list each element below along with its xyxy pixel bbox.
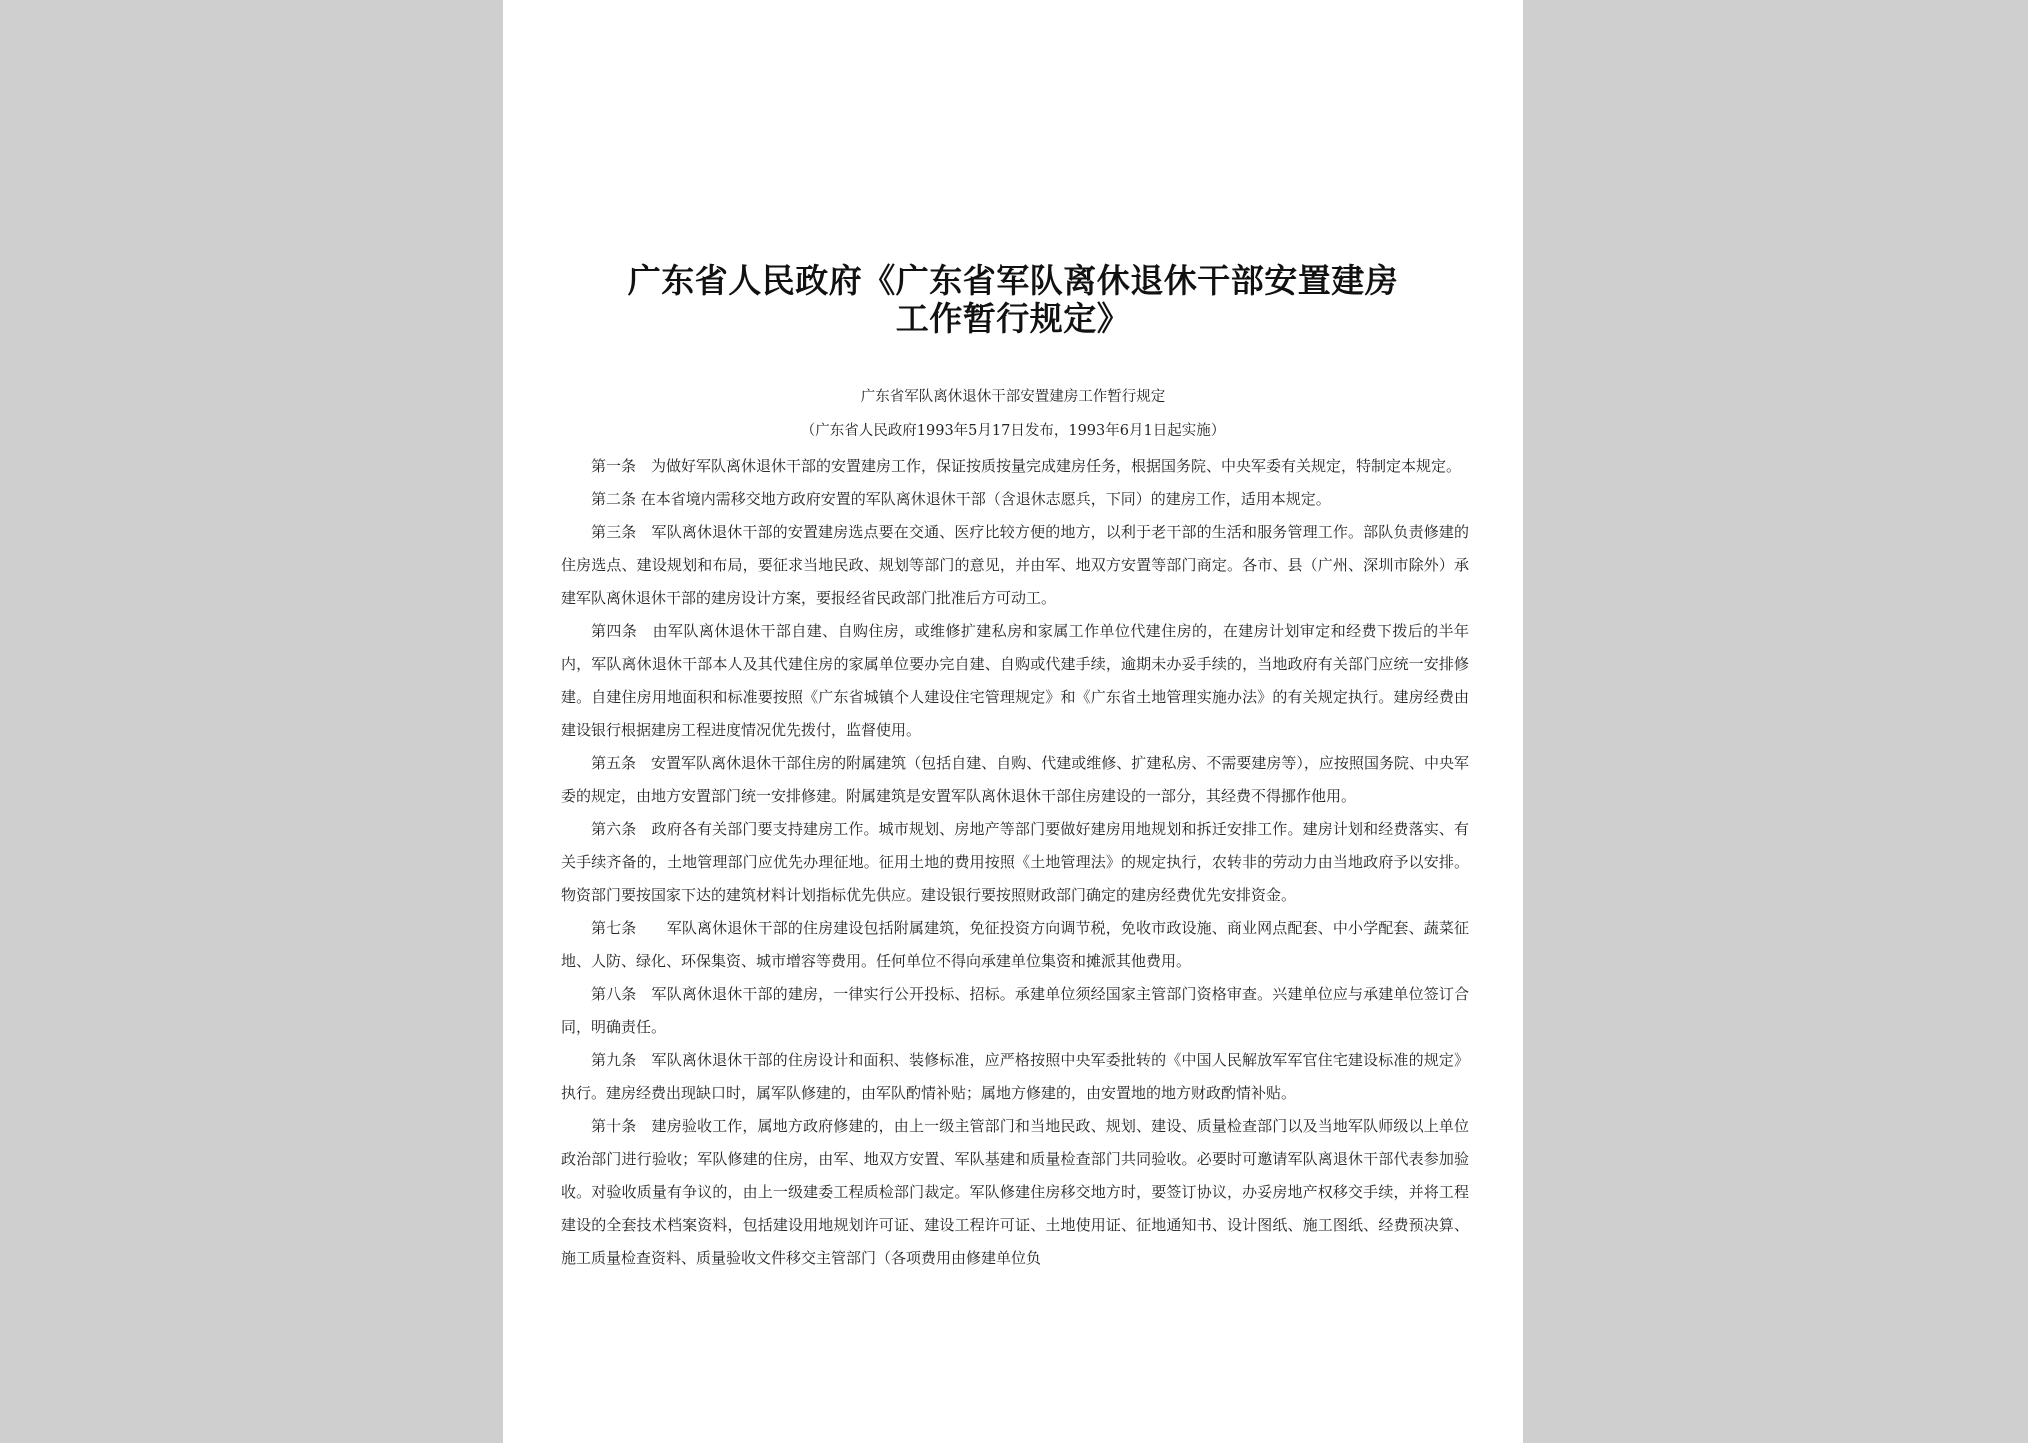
title-line-1: 广东省人民政府《广东省军队离休退休干部安置建房: [627, 261, 1399, 300]
document-page: [503, 0, 1523, 1443]
issue-dates: （广东省人民政府1993年5月17日发布，1993年6月1日起实施）: [800, 423, 1226, 439]
article-4: 第四条 由军队离休退休干部自建、自购住房，或维修扩建私房和家属工作单位代建住房的，在建房计划审定和经费下拨后的半年内，军队离休退休干部本人及其代建住房的家属单位要办完自建、自购或代建手续，逾期未办妥手续的，当地政府有关部门应统一安排修建。自建住房用地面积和标准要按照《广东省城镇个人建设住宅管理规定》和《广东省土地管理实施办法》的有关规定执行。建房经费由建设银行根据建房工程进度情况优先拨付，监督使用。: [561, 622, 1469, 739]
document-body: [561, 450, 1469, 1275]
article-1: 第一条 为做好军队离休退休干部的安置建房工作，保证按质按量完成建房任务，根据国务院、中央军委有关规定，特制定本规定。: [591, 457, 1462, 475]
article-8: 第八条 军队离休退休干部的建房，一律实行公开投标、招标。承建单位须经国家主管部门资格审查。兴建单位应与承建单位签订合同，明确责任。: [561, 985, 1469, 1036]
title-line-2: 工作暂行规定》: [895, 299, 1131, 338]
article-5: 第五条 安置军队离休退休干部住房的附属建筑（包括自建、自购、代建或维修、扩建私房、不需要建房等），应按照国务院、中央军委的规定，由地方安置部门统一安排修建。附属建筑是安置军队离休退休干部住房建设的一部分，其经费不得挪作他用。: [561, 754, 1469, 805]
document-title: [503, 262, 1523, 338]
article-10: 第十条 建房验收工作，属地方政府修建的，由上一级主管部门和当地民政、规划、建设、质量检查部门以及当地军队师级以上单位政治部门进行验收；军队修建的住房，由军、地双方安置、军队基建和质量检查部门共同验收。必要时可邀请军队离退休干部代表参加验收。对验收质量有争议的，由上一级建委工程质检部门裁定。军队修建住房移交地方时，要签订协议，办妥房地产权移交手续，并将工程建设的全套技术档案资料，包括建设用地规划许可证、建设工程许可证、土地使用证、征地通知书、设计图纸、施工图纸、经费预决算、施工质量检查资料、质量验收文件移交主管部门（各项费用由修建单位负: [561, 1117, 1469, 1267]
document-subtitle: 广东省军队离休退休干部安置建房工作暂行规定: [860, 389, 1166, 405]
article-2: 第二条 在本省境内需移交地方政府安置的军队离休退休干部（含退休志愿兵，下同）的建房工作，适用本规定。: [591, 490, 1331, 508]
article-9: 第九条 军队离休退休干部的住房设计和面积、装修标准，应严格按照中央军委批转的《中国人民解放军军官住宅建设标准的规定》执行。建房经费出现缺口时，属军队修建的，由军队酌情补贴；属地方修建的，由安置地的地方财政酌情补贴。: [561, 1051, 1469, 1102]
article-6: 第六条 政府各有关部门要支持建房工作。城市规划、房地产等部门要做好建房用地规划和拆迁安排工作。建房计划和经费落实、有关手续齐备的，土地管理部门应优先办理征地。征用土地的费用按照《土地管理法》的规定执行，农转非的劳动力由当地政府予以安排。物资部门要按国家下达的建筑材料计划指标优先供应。建设银行要按照财政部门确定的建房经费优先安排资金。: [561, 820, 1469, 904]
article-3: 第三条 军队离休退休干部的安置建房选点要在交通、医疗比较方便的地方，以利于老干部的生活和服务管理工作。部队负责修建的住房选点、建设规划和布局，要征求当地民政、规划等部门的意见，并由军、地双方安置等部门商定。各市、县（广州、深圳市除外）承建军队离休退休干部的建房设计方案，要报经省民政部门批准后方可动工。: [561, 523, 1469, 607]
article-7: 第七条 军队离休退休干部的住房建设包括附属建筑，免征投资方向调节税，免收市政设施、商业网点配套、中小学配套、蔬菜征地、人防、绿化、环保集资、城市增容等费用。任何单位不得向承建单位集资和摊派其他费用。: [561, 919, 1469, 970]
